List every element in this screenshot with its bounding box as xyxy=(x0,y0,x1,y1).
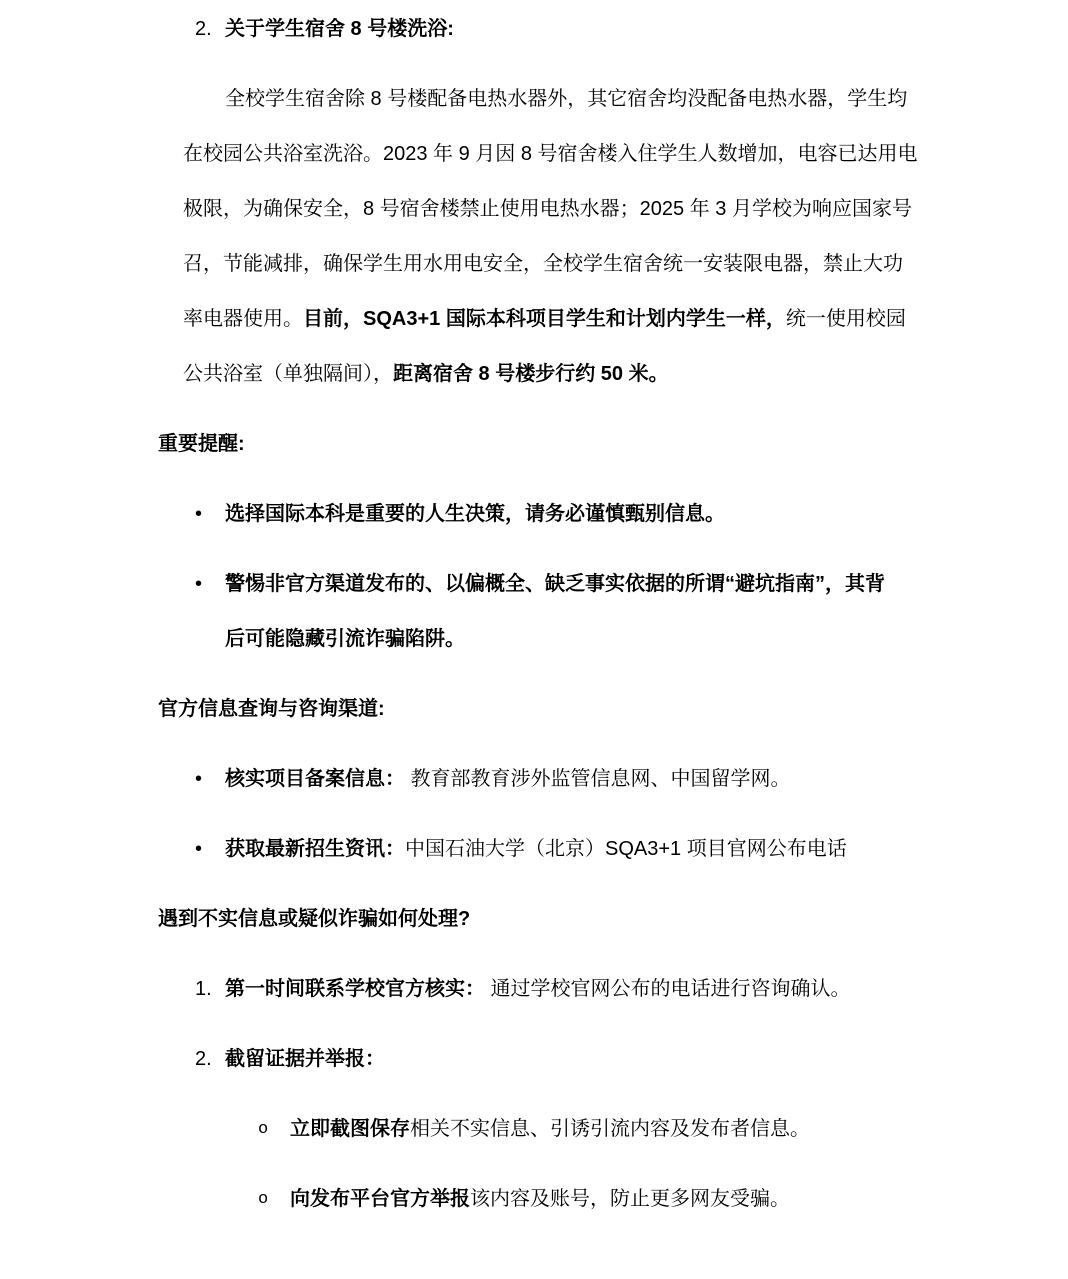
numbered-item-keep-evidence xyxy=(0,1032,1068,1087)
bullet-text: 后可能隐藏引流诈骗陷阱。 xyxy=(225,628,465,650)
paragraph-line: 全校学生宿舍除 8 号楼配备电热水器外，其它宿舍均没配备电热水器，学生均 xyxy=(225,88,908,110)
sub-bullet-item-report-platform xyxy=(0,1172,1068,1227)
list-number: 2. xyxy=(195,1048,212,1070)
list-number: 1. xyxy=(195,978,212,1000)
bullet-item-warning xyxy=(0,557,1068,667)
list-number: 2. xyxy=(195,18,212,40)
section-heading-important-reminders: 重要提醒: xyxy=(158,433,245,455)
sub-bullet-text: 向发布平台官方举报该内容及账号，防止更多网友受骗。 xyxy=(290,1188,790,1210)
numbered-text: 第一时间联系学校官方核实： 通过学校官网公布的电话进行咨询确认。 xyxy=(225,978,851,1000)
sub-bullet-icon: o xyxy=(258,1120,269,1139)
dorm-paragraph xyxy=(183,72,918,402)
section-heading-official-channels: 官方信息查询与咨询渠道: xyxy=(158,698,385,720)
bullet-icon: • xyxy=(195,838,203,860)
section-heading-handling-fraud: 遇到不实信息或疑似诈骗如何处理? xyxy=(158,908,471,930)
bullet-item-latest-admissions xyxy=(0,822,1068,877)
list-item-dorm-heading xyxy=(0,2,1068,57)
numbered-item-contact-school xyxy=(0,962,1068,1017)
paragraph-line: 公共浴室（单独隔间），距离宿舍 8 号楼步行约 50 米。 xyxy=(183,363,669,385)
bullet-icon: • xyxy=(195,573,203,595)
bullet-item-verify-registration xyxy=(0,752,1068,807)
sub-bullet-text: 立即截图保存相关不实信息、引诱引流内容及发布者信息。 xyxy=(290,1118,810,1140)
sub-bullet-icon: o xyxy=(258,1190,269,1209)
sub-bullet-item-screenshot xyxy=(0,1102,1068,1157)
numbered-text: 截留证据并举报： xyxy=(225,1048,385,1070)
paragraph-line: 极限，为确保安全，8 号宿舍楼禁止使用电热水器；2025 年 3 月学校为响应国家号 xyxy=(183,198,912,220)
paragraph-line: 率电器使用。目前，SQA3+1 国际本科项目学生和计划内学生一样，统一使用校园 xyxy=(183,308,906,330)
paragraph-line: 召，节能减排，确保学生用水用电安全，全校学生宿舍统一安装限电器，禁止大功 xyxy=(183,253,903,275)
bullet-icon: • xyxy=(195,768,203,790)
bullet-text: 获取最新招生资讯：中国石油大学（北京）SQA3+1 项目官网公布电话 xyxy=(225,838,847,860)
paragraph-line: 在校园公共浴室洗浴。2023 年 9 月因 8 号宿舍楼入住学生人数增加，电容已达用电 xyxy=(183,143,918,165)
bullet-item-decision xyxy=(0,487,1068,542)
dorm-heading-text: 关于学生宿舍 8 号楼洗浴: xyxy=(225,18,454,40)
bullet-icon: • xyxy=(195,503,203,525)
bullet-text: 选择国际本科是重要的人生决策，请务必谨慎甄别信息。 xyxy=(225,503,725,525)
bullet-text: 警惕非官方渠道发布的、以偏概全、缺乏事实依据的所谓“避坑指南”，其背 xyxy=(225,573,885,595)
bullet-text: 核实项目备案信息： 教育部教育涉外监管信息网、中国留学网。 xyxy=(225,768,791,790)
